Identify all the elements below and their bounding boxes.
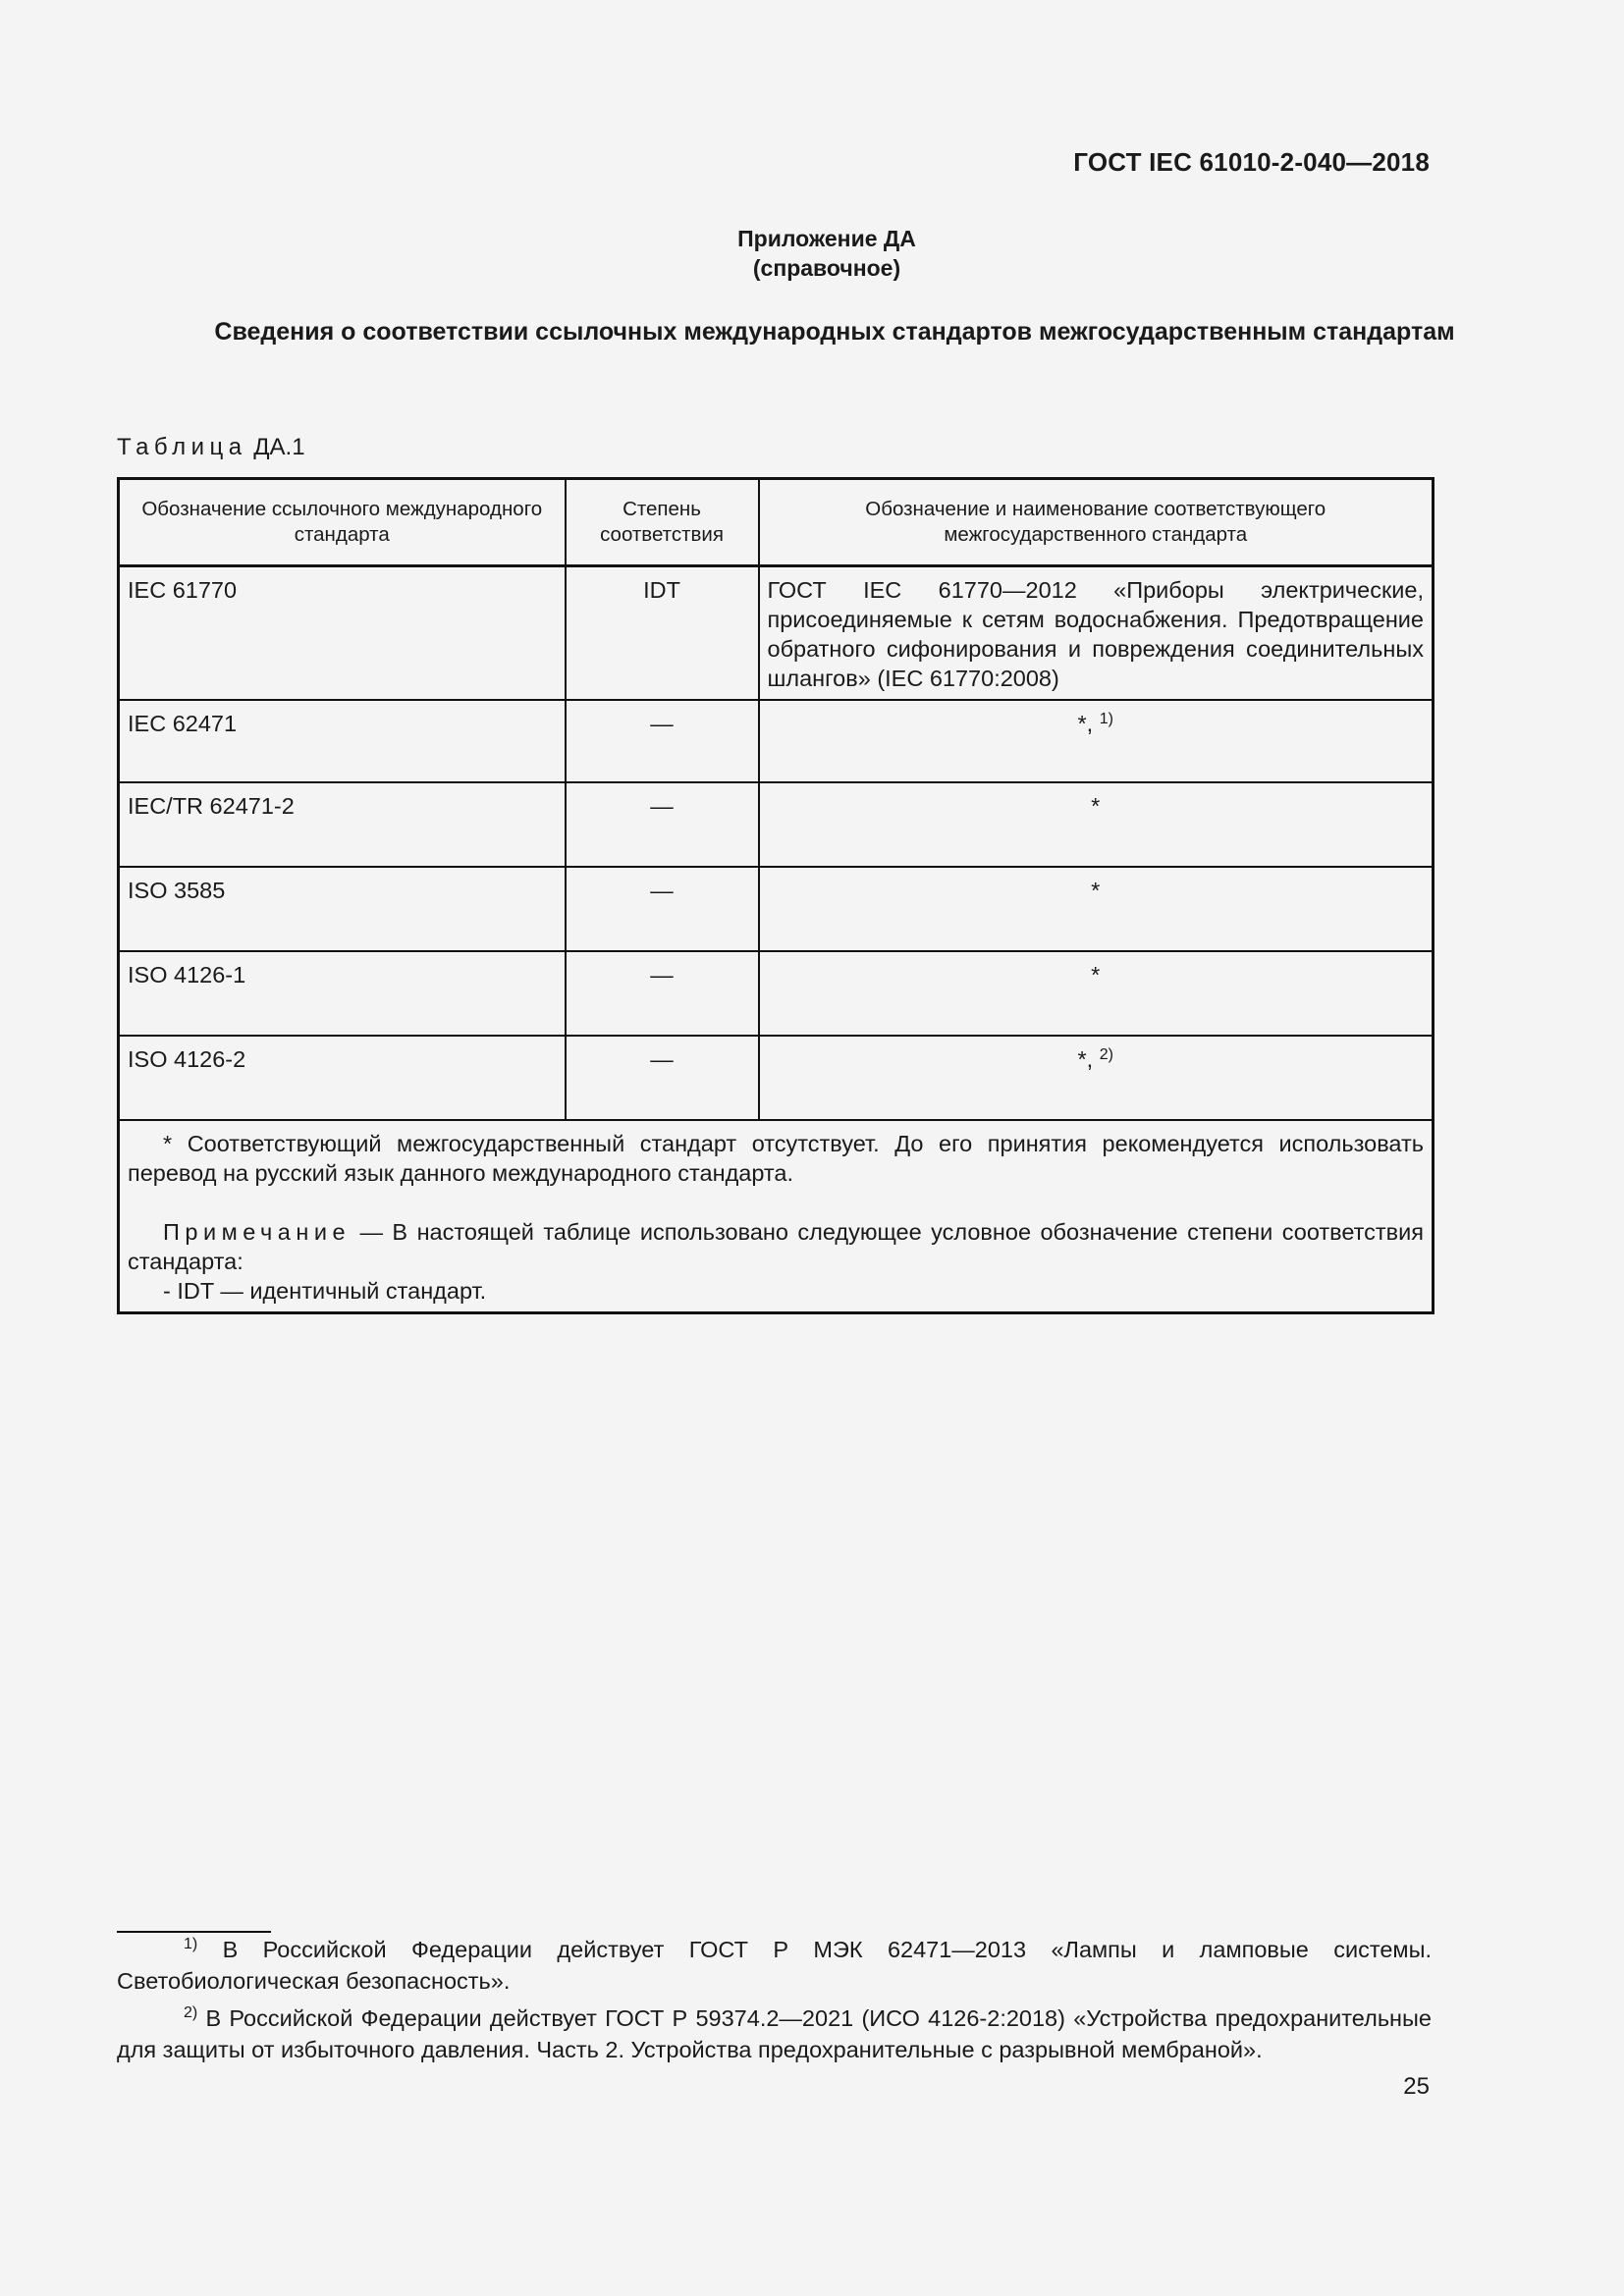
asterisk-note: * Соответствующий межгосударственный стандарт отсутствует. До его принятия рекомендуется использовать перевод на русский язык данного международного стандарта. bbox=[128, 1131, 1424, 1186]
document-code: ГОСТ IEC 61010-2-040—2018 bbox=[1073, 147, 1430, 177]
table-header-row bbox=[119, 479, 1434, 566]
footnote-ref-1[interactable]: 1) bbox=[1099, 711, 1113, 727]
cell-degree: — bbox=[566, 700, 759, 782]
table-row bbox=[119, 951, 1434, 1036]
table-note bbox=[128, 1217, 1424, 1276]
standards-table bbox=[117, 477, 1435, 1314]
cell-ref: IEC/TR 62471-2 bbox=[119, 782, 566, 867]
cell-ref: ISO 4126-2 bbox=[119, 1036, 566, 1120]
table-row bbox=[119, 867, 1434, 951]
table-row bbox=[119, 566, 1434, 701]
footnote-mark: 1) bbox=[184, 1936, 198, 1952]
footnotes bbox=[117, 1934, 1432, 2071]
table-notes bbox=[119, 1120, 1434, 1313]
cell-ref: ISO 3585 bbox=[119, 867, 566, 951]
footnote-mark: 2) bbox=[184, 2004, 198, 2021]
table-row bbox=[119, 700, 1434, 782]
page-number: 25 bbox=[1403, 2073, 1430, 2100]
table-caption-word: Таблица bbox=[117, 434, 247, 460]
footnote-separator bbox=[117, 1931, 271, 1933]
appendix-subtitle: (справочное) bbox=[752, 255, 901, 281]
cell-degree: IDT bbox=[566, 566, 759, 701]
footnote-text: В Российской Федерации действует ГОСТ Р МЭК 62471—2013 «Лампы и ламповые системы. Светобиологическая безопасность». bbox=[117, 1937, 1432, 1994]
footnote-text: В Российской Федерации действует ГОСТ Р 59374.2—2021 (ИСО 4126-2:2018) «Устройства предохранительные для защиты от избыточного давления. Часть 2. Устройства предохранительные с разрывной мембраной». bbox=[117, 2005, 1432, 2062]
cell-ref: ISO 4126-1 bbox=[119, 951, 566, 1036]
table-row bbox=[119, 782, 1434, 867]
cell-doc: * bbox=[759, 951, 1434, 1036]
table-caption bbox=[117, 434, 305, 461]
cell-doc: * bbox=[759, 867, 1434, 951]
header-degree: Степень соответствия bbox=[566, 479, 759, 566]
note-list-item: - IDT — идентичный стандарт. bbox=[163, 1278, 487, 1304]
section-title: Сведения о соответствии ссылочных международных стандартов межгосударственным стандартам bbox=[214, 318, 1455, 346]
footnote-ref-2[interactable]: 2) bbox=[1099, 1046, 1113, 1063]
table-caption-id: ДА.1 bbox=[253, 434, 305, 460]
header-ref: Обозначение ссылочного международного стандарта bbox=[119, 479, 566, 566]
cell-doc-mark: *, bbox=[1077, 1046, 1094, 1072]
cell-doc: * bbox=[759, 782, 1434, 867]
cell-doc bbox=[759, 700, 1434, 782]
table-row bbox=[119, 1036, 1434, 1120]
footnote-2 bbox=[117, 2002, 1432, 2065]
cell-degree: — bbox=[566, 951, 759, 1036]
footnote-1 bbox=[117, 1934, 1432, 1997]
cell-doc bbox=[759, 1036, 1434, 1120]
cell-degree: — bbox=[566, 782, 759, 867]
note-text: — В настоящей таблице использовано следующее условное обозначение степени соответствия стандарта: bbox=[128, 1219, 1424, 1274]
cell-doc-mark: *, bbox=[1077, 711, 1094, 736]
cell-doc: ГОСТ IEC 61770—2012 «Приборы электрические, присоединяемые к сетям водоснабжения. Предотвращение обратного сифонирования и повреждения соединительных шлангов» (IEC 61770:2008) bbox=[759, 566, 1434, 701]
appendix-heading bbox=[0, 224, 1624, 283]
table-notes-row bbox=[119, 1120, 1434, 1313]
cell-ref: IEC 61770 bbox=[119, 566, 566, 701]
cell-degree: — bbox=[566, 1036, 759, 1120]
note-label: Примечание bbox=[163, 1219, 352, 1245]
cell-degree: — bbox=[566, 867, 759, 951]
cell-ref: IEC 62471 bbox=[119, 700, 566, 782]
appendix-title: Приложение ДА bbox=[737, 226, 916, 251]
header-doc: Обозначение и наименование соответствующего межгосударственного стандарта bbox=[759, 479, 1434, 566]
